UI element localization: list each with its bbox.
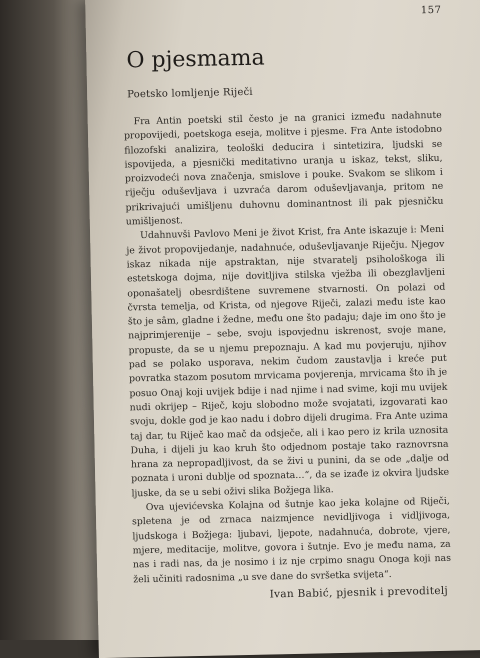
paragraph-3: Ova ujevićevska Kolajna od šutnje kao jeka kolajne od Riječi, spletena je od zrnaca naizmjence nevidljivoga i vidljivoga, ljudskoga i Božjega: ljubavi, ljepote, nadahnuća, dobrote, vjere, mjere, meditacije, molitve, govora i šutnje. Evo je među nama, za nas i radi nas, da je nosimo i iz nje crpimo snagu Onoga koji nas želi učiniti radosnima „u sve dane do svršetka svijeta“. [132,495,452,585]
chapter-title: O pjesmama [126,45,265,74]
section-subtitle: Poetsko lomljenje Riječi [127,86,253,101]
paragraph-1: Fra Antin poetski stil često je na granici između nadahnute propovijedi, poetskoga eseja, molitve i pjesme. Fra Ante istodobno filozofski analizira, teološki deducira i sintetizira, ljudski se ispovijeda, a pjesnički meditativno uranja u iskaz, tekst, sliku, proizvodeći nova značenja, smislove i pouke. Svakom se slikom i riječju oduševljava i uzvraća darom oduševljavanja, pritom ne prikrivajući umišljenu duhovnu dominantnost ili pak pjesničku umišljenost. [123,109,444,228]
book-page [85,0,480,658]
author-signature: Ivan Babić, pjesnik i prevoditelj [269,584,449,601]
paragraph-2: Udahnuvši Pavlovo Meni je život Krist, fra Ante iskazuje i: Meni je život propovijedanje, nadahnuće, oduševljavanje Riječju. Njegov iskaz nikada nije apstraktan, nije stvaratelj psihološkoga ili estetskoga dojma, nije dovitljiva stilska vježba ili obezglavljeni oponašatelj obesrdištene suvremene stvarnosti. On polazi od čvrsta temelja, od Krista, od njegove Riječi, zalazi među iste kao što je sâm, gladne i žedne, među one što padaju; daje im ono što je najprimjerenije – sebe, svoju ispovjednu iskrenost, svoje mane, propuste, da se u njemu prepoznaju. A kad mu povjeruju, njihov pad se polako usporava, nekim čudom zaustavlja i kreće put povratka stazom posutom mrvicama povjerenja, mrvicama što ih je posuo Onaj koji uvijek bdije i nad njime i nad svime, koji mu uvijek nudi okrijep – Riječ, koju slobodno može svojatati, izgovarati kao svoju, dokle god je kao nadu i dobro dijeli drugima. Fra Ante uzima taj dar, tu Riječ kao mač da odsječe, ali i kao pero iz krila uznosita Duha, i dijeli ju kao kruh što odjednom postaje tako raznovrsna hrana za nepropadljivost, da se živi u punini, da se ode „dalje od poznata i uroni dublje od spoznata…“, da se izađe iz okvira ljudske ljuske, da se u sebi oživi slika Božjega lika. [126,224,450,500]
body-text [124,109,452,587]
page-number: 157 [420,4,442,17]
